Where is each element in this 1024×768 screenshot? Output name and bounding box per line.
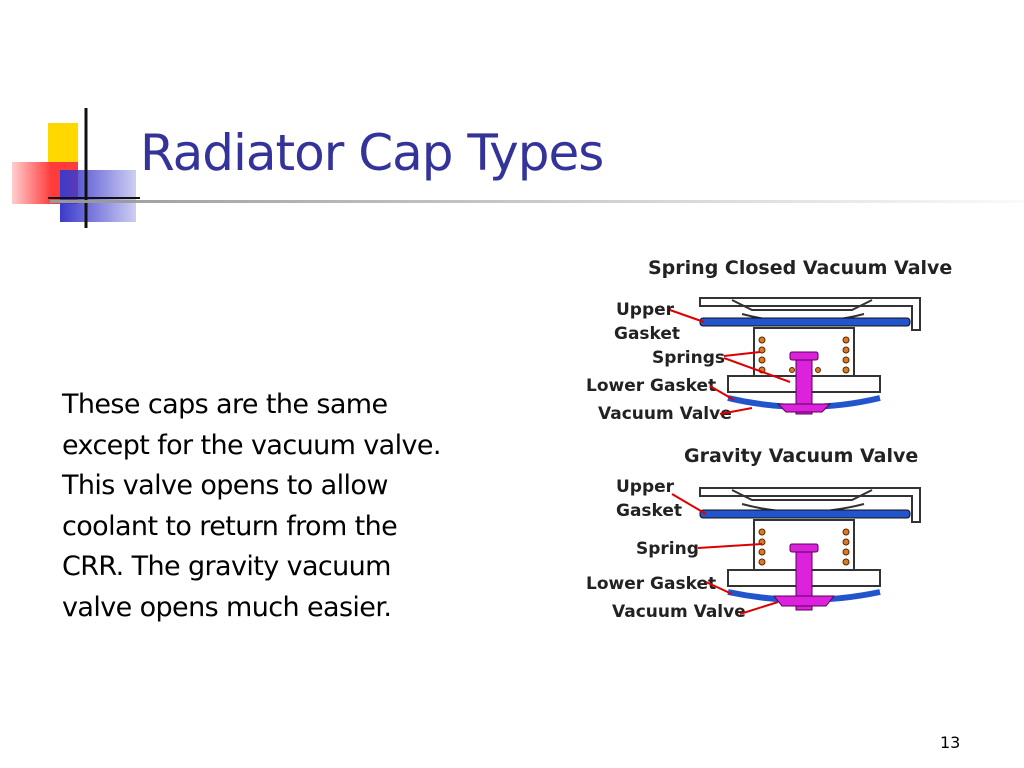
radiator-cap-diagram (582, 248, 974, 628)
label-vacuum-valve: Vacuum Valve (598, 404, 732, 424)
label-gasket: Gasket (614, 324, 681, 344)
page-number: 13 (940, 733, 961, 752)
blue-square (60, 170, 136, 222)
body-line: These caps are the same (62, 389, 388, 420)
body-line: CRR. The gravity vacuum (62, 551, 391, 582)
label-gasket: Gasket (616, 501, 683, 521)
label-upper: Upper (616, 300, 675, 320)
spring-closed-heading: Spring Closed Vacuum Valve (648, 257, 953, 279)
label-upper: Upper (616, 477, 675, 497)
label-springs: Springs (652, 348, 726, 368)
body-line: coolant to return from the (62, 510, 398, 542)
body-line: This valve opens to allow (62, 470, 388, 501)
body-line: valve opens much easier. (62, 591, 392, 623)
label-lower-gasket: Lower Gasket (586, 574, 717, 594)
gravity-cap-figure (586, 445, 920, 622)
body-line: except for the vacuum valve. (62, 429, 441, 461)
label-lower-gasket: Lower Gasket (586, 376, 717, 396)
slide-title: Radiator Cap Types (140, 124, 604, 182)
spring-closed-cap-figure (586, 257, 952, 424)
title-decoration (0, 100, 150, 230)
yellow-square (48, 123, 78, 163)
label-spring: Spring (636, 539, 699, 559)
title-underline (50, 198, 1024, 208)
gravity-heading: Gravity Vacuum Valve (684, 445, 919, 467)
body-text (62, 385, 522, 628)
label-vacuum-valve: Vacuum Valve (612, 602, 746, 622)
